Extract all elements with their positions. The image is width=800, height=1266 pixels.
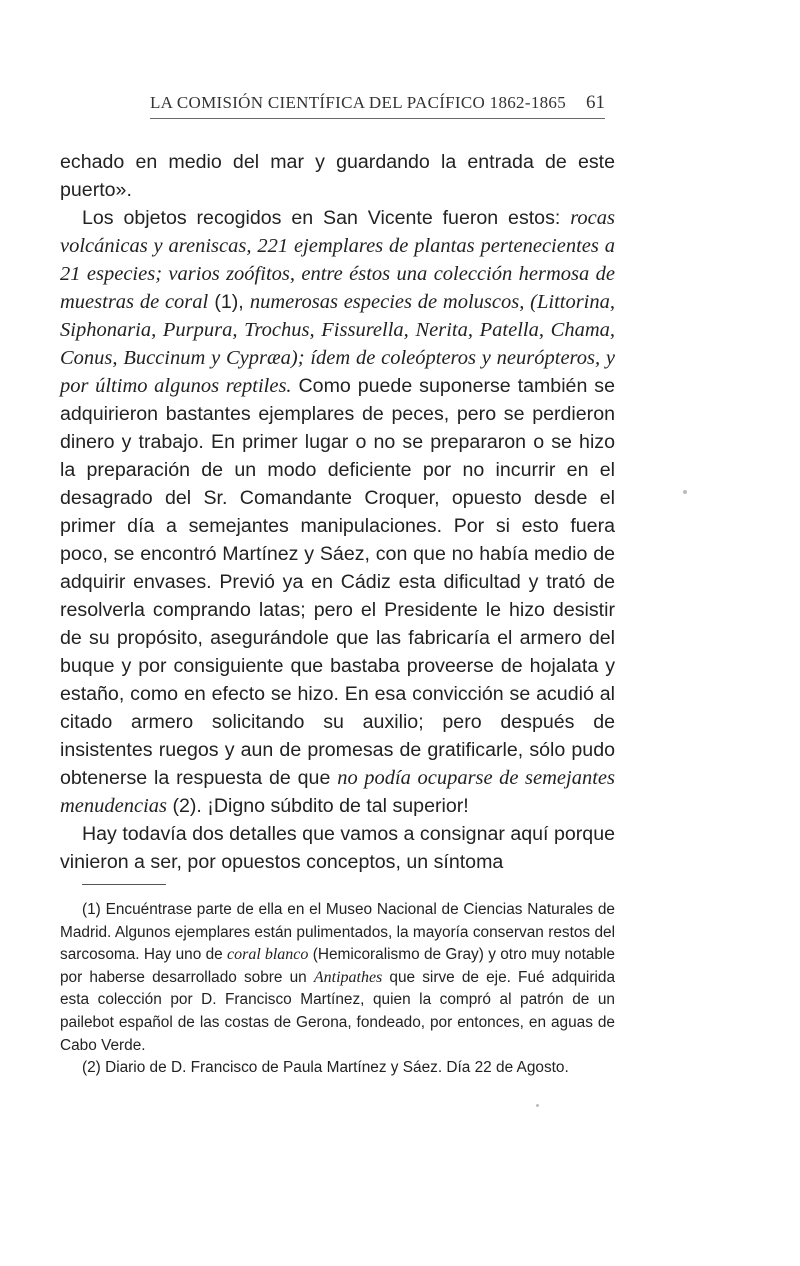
paragraph-2: Los objetos recogidos en San Vicente fueron estos: rocas volcánicas y areniscas, 221 ejemplares de plantas pertenecientes a 21 especies; varios zoófitos, entre éstos una colección hermosa de muestras de coral (1), numerosas especies de moluscos, (Littorina, Siphonaria, Purpura, Trochus, Fissurella, Nerita, Patella, Chama, Conus, Buccinum y Cypræa); ídem de coleópteros y neurópteros, y por último algunos reptiles. Como puede suponerse también se adquirieron bastantes ejemplares de peces, pero se perdieron dinero y trabajo. En primer lugar o no se prepararon o se hizo la preparación de un modo deficiente por no incurrir en el desagrado del Sr. Comandante Croquer, opuesto desde el primer día a semejantes manipulaciones. Por si esto fuera poco, se encontró Martínez y Sáez, con que no había medio de adquirir envases. Previó ya en Cádiz esta dificultad y trató de resolverla comprando latas; pero el Presidente le hizo desistir de su propósito, asegurándole que las fabricaría el armero del buque y por consiguiente que bastaba proveerse de hojalata y estaño, como en efecto se hizo. En esa convicción se acudió al citado armero solicitando su auxilio; pero después de insistentes ruegos y aun de promesas de gratificarle, sólo pudo obtenerse la respuesta de que no podía ocuparse de semejantes menudencias (2). ¡Digno súbdito de tal superior!	[60, 207, 616, 817]
header-rule	[150, 118, 605, 119]
running-title: LA COMISIÓN CIENTÍFICA DEL PACÍFICO 1862-1865	[150, 93, 567, 112]
footnotes	[60, 899, 615, 1080]
paper-speck	[683, 490, 687, 494]
paragraph-1: echado en medio del mar y guardando la entrada de este puerto».	[60, 151, 615, 201]
paper-speck	[536, 1104, 539, 1107]
footnote-2: (2) Diario de D. Francisco de Paula Martínez y Sáez. Día 22 de Agosto.	[82, 1059, 569, 1077]
footnote-rule	[82, 884, 166, 885]
footnote-1: (1) Encuéntrase parte de ella en el Museo Nacional de Ciencias Naturales de Madrid. Algunos ejemplares están pulimentados, la mayoría conservan restos del sarcosoma. Hay uno de coral blanco (Hemicoralismo de Gray) y otro muy notable por haberse desarrollado sobre un Antipathes que sirve de eje. Fué adquirida esta colección por D. Francisco Martínez, quien la compró al patrón de un pailebot español de las costas de Gerona, fondeado, por entonces, en aguas de Cabo Verde.	[60, 901, 616, 1054]
main-text	[60, 148, 615, 876]
page-number: 61	[586, 92, 605, 113]
paragraph-3: Hay todavía dos detalles que vamos a consignar aquí porque vinieron a ser, por opuestos conceptos, un síntoma	[60, 823, 615, 873]
